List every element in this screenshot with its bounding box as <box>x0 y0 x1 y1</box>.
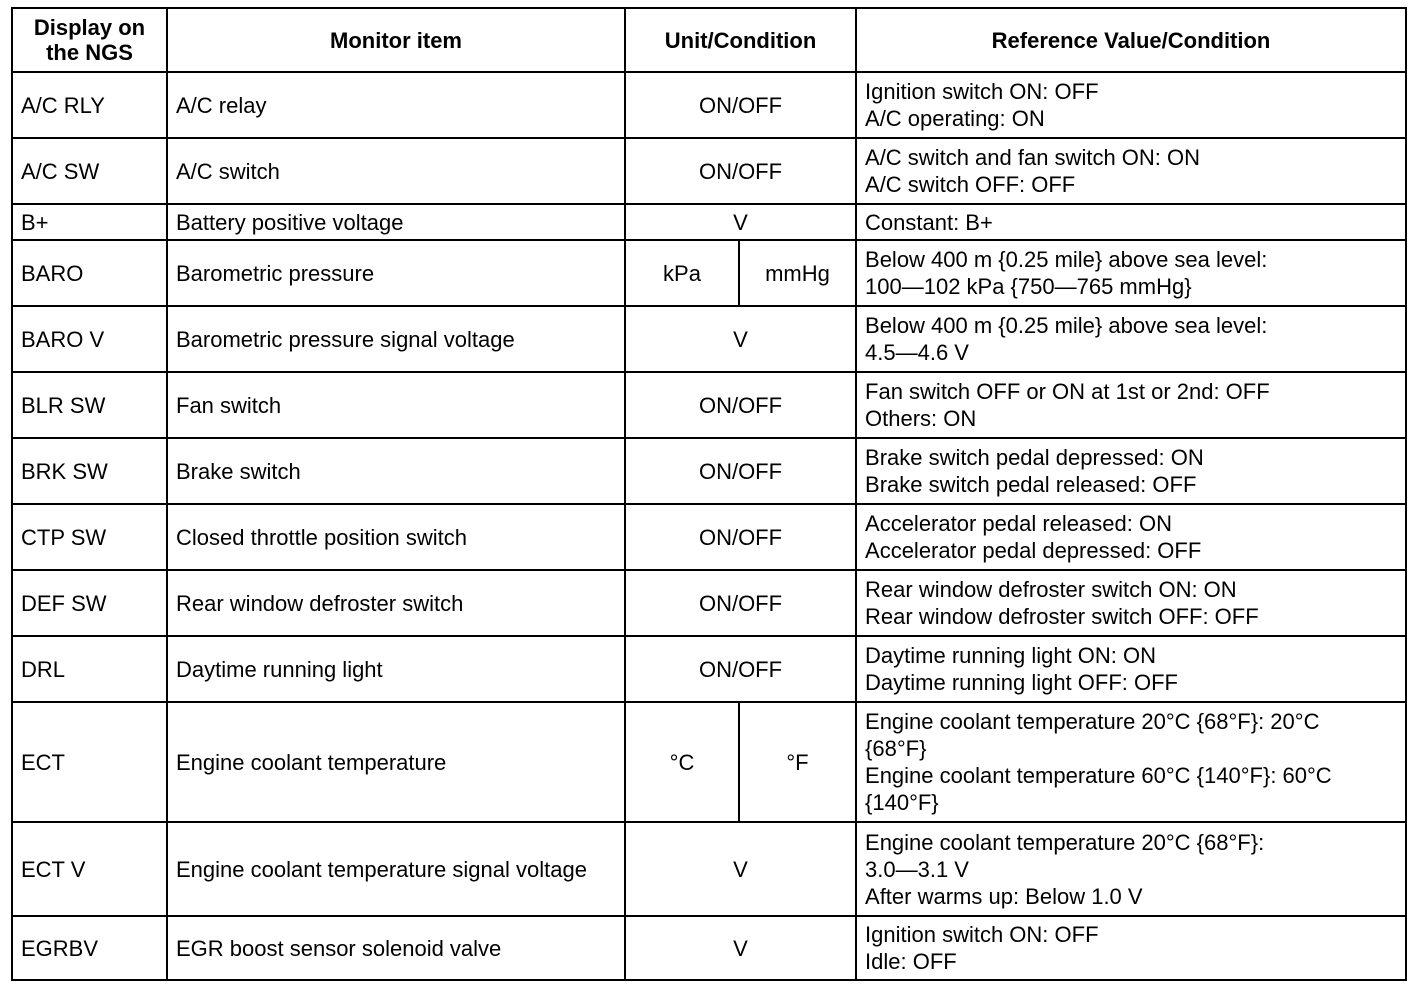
monitor-cell: Engine coolant temperature <box>167 702 625 822</box>
display-cell: DEF SW <box>12 570 167 636</box>
unit-cell-metric: °C <box>625 702 739 822</box>
monitor-item-table <box>11 7 1407 981</box>
display-cell: BLR SW <box>12 372 167 438</box>
table-row <box>12 822 1406 916</box>
reference-line: Daytime running light OFF: OFF <box>865 670 1178 695</box>
table-row <box>12 504 1406 570</box>
reference-line: {68°F} <box>865 736 927 761</box>
reference-cell <box>856 504 1406 570</box>
reference-cell <box>856 306 1406 372</box>
display-cell: EGRBV <box>12 916 167 980</box>
unit-cell: ON/OFF <box>625 570 856 636</box>
display-cell: CTP SW <box>12 504 167 570</box>
header-monitor: Monitor item <box>167 8 625 72</box>
table-row <box>12 636 1406 702</box>
reference-line: Constant: B+ <box>865 209 993 235</box>
table-row <box>12 438 1406 504</box>
reference-line: Brake switch pedal released: OFF <box>865 472 1197 497</box>
unit-cell: ON/OFF <box>625 438 856 504</box>
reference-line: A/C switch and fan switch ON: ON <box>865 145 1201 170</box>
table-row <box>12 916 1406 980</box>
unit-cell-metric: kPa <box>625 240 739 306</box>
table-row <box>12 372 1406 438</box>
reference-line: Engine coolant temperature 20°C {68°F}: 20°C <box>865 709 1320 734</box>
reference-line: Accelerator pedal depressed: OFF <box>865 538 1202 563</box>
reference-cell <box>856 916 1406 980</box>
reference-line: Below 400 m {0.25 mile} above sea level: <box>865 247 1268 272</box>
table-row <box>12 240 1406 306</box>
reference-line: Fan switch OFF or ON at 1st or 2nd: OFF <box>865 379 1270 404</box>
header-unit: Unit/Condition <box>625 8 856 72</box>
reference-cell <box>856 438 1406 504</box>
display-cell: A/C SW <box>12 138 167 204</box>
reference-cell <box>856 570 1406 636</box>
reference-line: Brake switch pedal depressed: ON <box>865 445 1204 470</box>
display-cell: ECT <box>12 702 167 822</box>
unit-cell: ON/OFF <box>625 636 856 702</box>
display-cell: DRL <box>12 636 167 702</box>
table-row <box>12 570 1406 636</box>
reference-cell <box>856 138 1406 204</box>
unit-cell: V <box>625 306 856 372</box>
table-row <box>12 204 1406 240</box>
unit-cell: V <box>625 204 856 240</box>
monitor-cell: Closed throttle position switch <box>167 504 625 570</box>
reference-line: After warms up: Below 1.0 V <box>865 883 1143 909</box>
reference-line: Rear window defroster switch OFF: OFF <box>865 604 1259 629</box>
reference-cell <box>856 372 1406 438</box>
reference-cell <box>856 822 1406 916</box>
table-row <box>12 702 1406 822</box>
unit-cell: ON/OFF <box>625 504 856 570</box>
header-row <box>12 8 1406 72</box>
unit-cell: V <box>625 822 856 916</box>
table-row <box>12 306 1406 372</box>
table-row <box>12 72 1406 138</box>
monitor-cell: Fan switch <box>167 372 625 438</box>
unit-cell: V <box>625 916 856 980</box>
reference-line: Others: ON <box>865 406 977 431</box>
reference-line: Rear window defroster switch ON: ON <box>865 577 1237 602</box>
display-cell: BRK SW <box>12 438 167 504</box>
reference-line: 3.0—3.1 V <box>865 856 969 882</box>
reference-line: Engine coolant temperature 60°C {140°F}: 60°C <box>865 763 1332 788</box>
reference-cell <box>856 636 1406 702</box>
unit-cell: ON/OFF <box>625 372 856 438</box>
table-row <box>12 138 1406 204</box>
monitor-cell: EGR boost sensor solenoid valve <box>167 916 625 980</box>
reference-line: 4.5—4.6 V <box>865 340 969 365</box>
display-cell: BARO V <box>12 306 167 372</box>
reference-cell <box>856 72 1406 138</box>
monitor-cell: Barometric pressure <box>167 240 625 306</box>
monitor-cell: Rear window defroster switch <box>167 570 625 636</box>
unit-cell: ON/OFF <box>625 72 856 138</box>
reference-line: Daytime running light ON: ON <box>865 643 1157 668</box>
reference-line: {140°F} <box>865 790 939 815</box>
reference-cell <box>856 204 1406 240</box>
display-cell: A/C RLY <box>12 72 167 138</box>
header-reference: Reference Value/Condition <box>856 8 1406 72</box>
reference-line: A/C switch OFF: OFF <box>865 172 1076 197</box>
unit-cell: ON/OFF <box>625 138 856 204</box>
monitor-cell: Brake switch <box>167 438 625 504</box>
reference-line: Engine coolant temperature 20°C {68°F}: <box>865 829 1265 855</box>
reference-line: Below 400 m {0.25 mile} above sea level: <box>865 313 1268 338</box>
monitor-cell: Barometric pressure signal voltage <box>167 306 625 372</box>
monitor-cell: A/C relay <box>167 72 625 138</box>
reference-line: Ignition switch ON: OFF <box>865 922 1099 947</box>
display-cell: B+ <box>12 204 167 240</box>
reference-cell <box>856 240 1406 306</box>
header-display: Display on the NGS <box>12 8 167 72</box>
monitor-cell: Engine coolant temperature signal voltage <box>167 822 625 916</box>
monitor-cell: A/C switch <box>167 138 625 204</box>
reference-line: Ignition switch ON: OFF <box>865 79 1099 104</box>
monitor-cell: Battery positive voltage <box>167 204 625 240</box>
unit-cell-imperial: °F <box>739 702 856 822</box>
reference-line: A/C operating: ON <box>865 106 1045 131</box>
reference-line: 100—102 kPa {750—765 mmHg} <box>865 274 1192 299</box>
reference-line: Accelerator pedal released: ON <box>865 511 1172 536</box>
display-cell: BARO <box>12 240 167 306</box>
unit-cell-imperial: mmHg <box>739 240 856 306</box>
reference-line: Idle: OFF <box>865 949 957 974</box>
monitor-cell: Daytime running light <box>167 636 625 702</box>
display-cell: ECT V <box>12 822 167 916</box>
reference-cell <box>856 702 1406 822</box>
